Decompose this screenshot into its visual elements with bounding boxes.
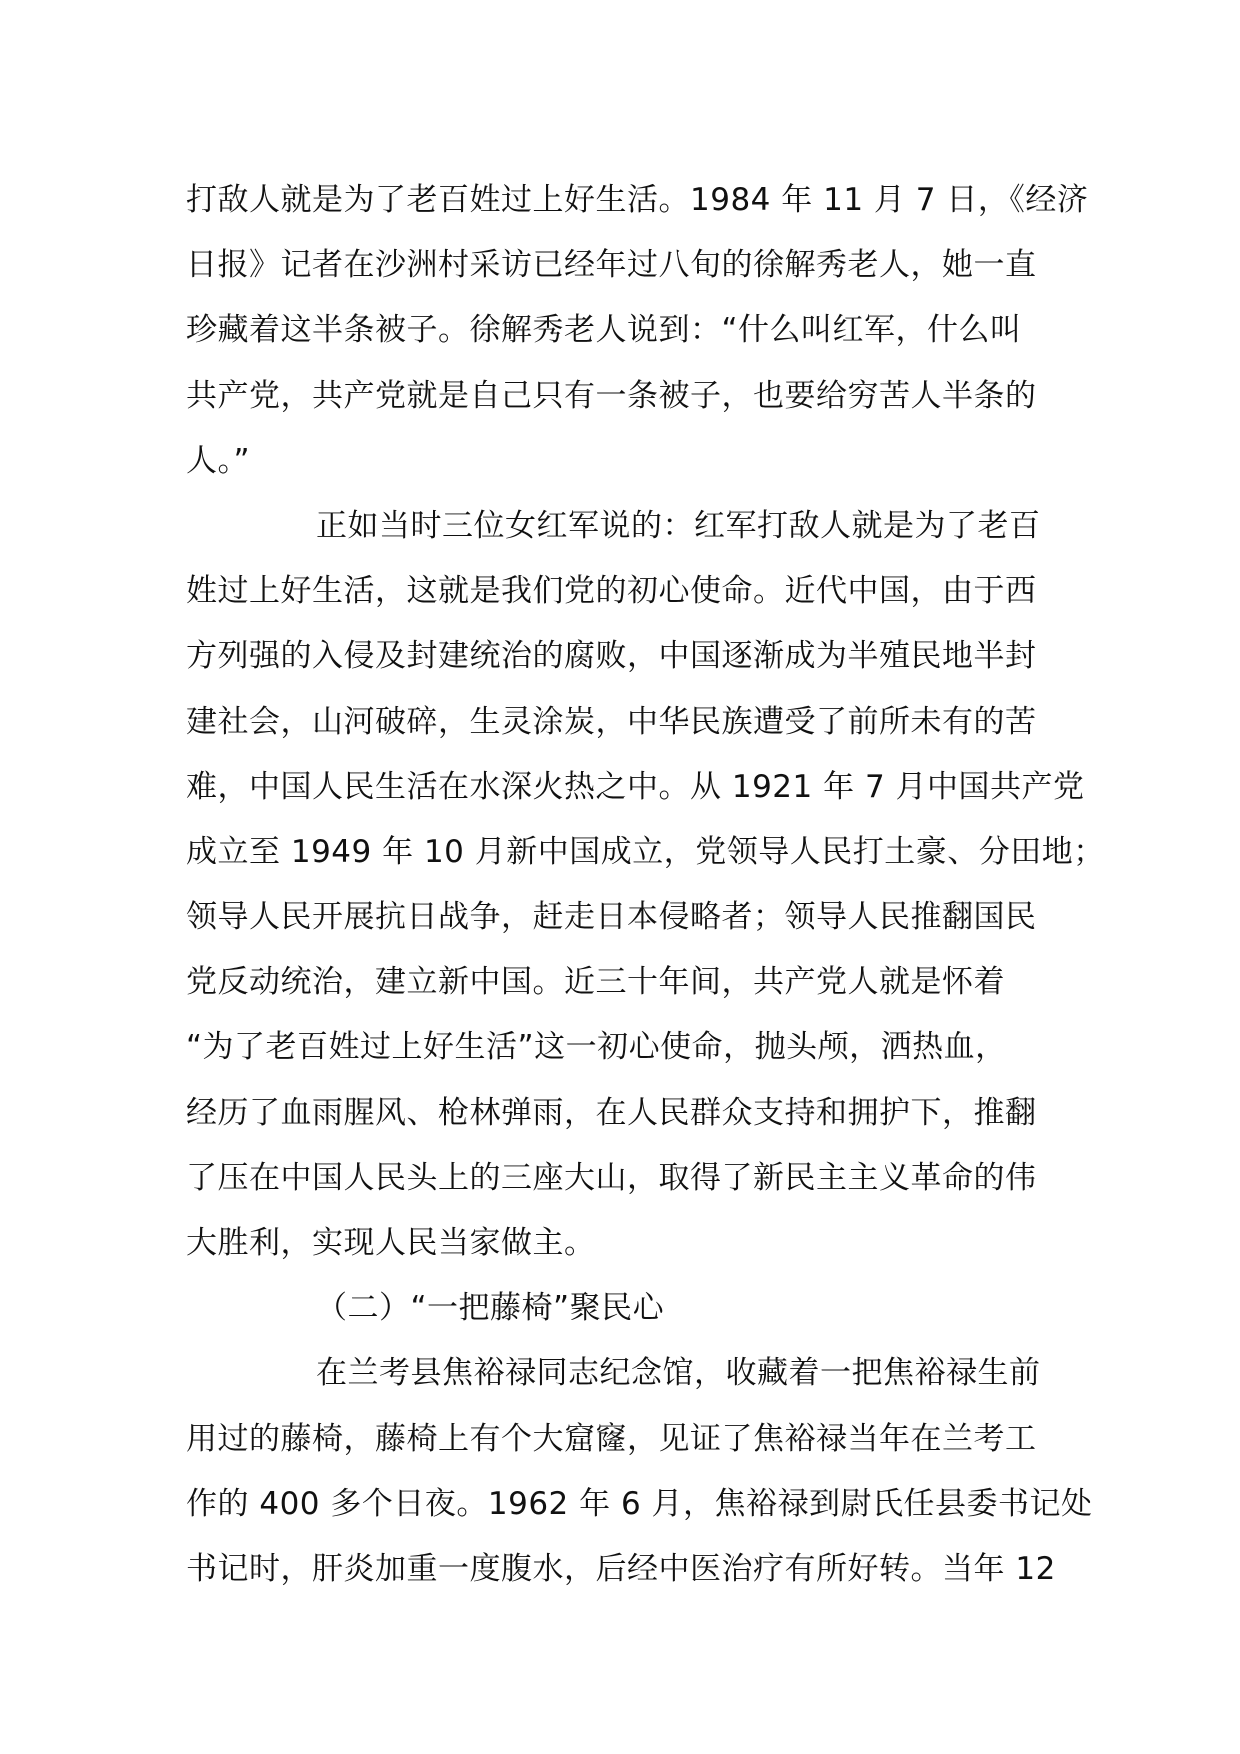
text-line: 方列强的入侵及封建统治的腐败，中国逐渐成为半殖民地半封 — [186, 638, 1037, 675]
text-line: 党反动统治，建立新中国。近三十年间，共产党人就是怀着 — [186, 964, 1005, 1001]
text-line: “为了老百姓过上好生活”这一初心使命，抛头颅，洒热血， — [186, 1029, 1007, 1066]
text-line: 建社会，山河破碎，生灵涂炭，中华民族遭受了前所未有的苦 — [186, 703, 1037, 740]
document-body — [186, 168, 1105, 1602]
text-line: 人。” — [186, 442, 251, 479]
text-line: 共产党，共产党就是自己只有一条被子，也要给穷苦人半条的 — [186, 377, 1037, 414]
text-line: 书记时，肝炎加重一度腹水，后经中医治疗有所好转。当年 12 — [186, 1550, 1056, 1587]
text-line: 日报》记者在沙洲村采访已经年过八旬的徐解秀老人，她一直 — [186, 247, 1037, 284]
text-line: 作的 400 多个日夜。1962 年 6 月，焦裕禄到尉氏任县委书记处 — [186, 1485, 1093, 1522]
text-line: 打敌人就是为了老百姓过上好生活。1984 年 11 月 7 日，《经济 — [186, 182, 1089, 218]
paragraph-start-line: 在兰考县焦裕禄同志纪念馆，收藏着一把焦裕禄生前 — [316, 1355, 1041, 1392]
text-line: 姓过上好生活，这就是我们党的初心使命。近代中国，由于西 — [186, 573, 1037, 610]
text-line: 珍藏着这半条被子。徐解秀老人说到：“什么叫红军，什么叫 — [186, 312, 1022, 349]
text-line: 难，中国人民生活在水深火热之中。从 1921 年 7 月中国共产党 — [186, 768, 1085, 805]
text-line: 了压在中国人民头上的三座大山，取得了新民主主义革命的伟 — [186, 1159, 1037, 1196]
text-line: 经历了血雨腥风、枪林弹雨，在人民群众支持和拥护下，推翻 — [186, 1094, 1037, 1131]
section-heading: （二）“一把藤椅”聚民心 — [316, 1290, 665, 1327]
text-line: 成立至 1949 年 10 月新中国成立，党领导人民打土豪、分田地； — [186, 833, 1105, 870]
text-line: 大胜利，实现人民当家做主。 — [186, 1225, 596, 1261]
text-line: 用过的藤椅，藤椅上有个大窟窿，见证了焦裕禄当年在兰考工 — [186, 1420, 1037, 1457]
paragraph-start-line: 正如当时三位女红军说的：红军打敌人就是为了老百 — [316, 507, 1041, 544]
text-line: 领导人民开展抗日战争，赶走日本侵略者；领导人民推翻国民 — [186, 899, 1037, 936]
